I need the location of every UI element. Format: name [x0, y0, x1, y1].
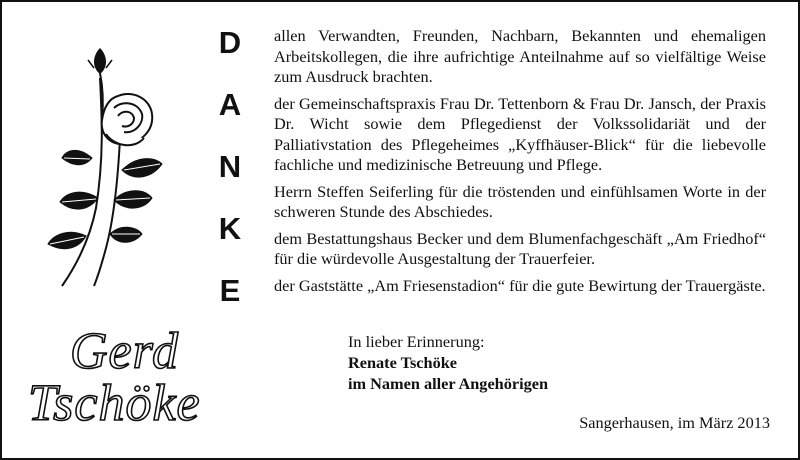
signoff-block: [348, 331, 548, 394]
danke-letter: K: [218, 211, 242, 246]
danke-letter: D: [218, 25, 242, 60]
thanks-paragraph-restaurant: der Gaststätte „Am Friesenstadion“ für die gute Bewirtung der Trauergäste.: [274, 275, 766, 295]
deceased-last-name: Tschöke: [28, 375, 201, 432]
place-and-date: Sangerhausen, im März 2013: [579, 413, 770, 432]
thanks-paragraph-relatives: allen Verwandten, Freunden, Nachbarn, Bekannten und ehemaligen Arbeitskollegen, die ihre aufrichtige Anteilnahme auf so vielfältige Weise zum Ausdruck brachten.: [274, 26, 766, 86]
rose-icon: [22, 38, 182, 288]
thanks-paragraph-speaker: Herrn Steffen Seiferling für die tröstenden und einfühlsamen Worte in der schweren Stunde des Abschiedes.: [274, 181, 766, 221]
deceased-first-name: Gerd: [70, 323, 179, 380]
thanks-paragraph-funeral-home: dem Bestattungshaus Becker und dem Blumenfachgeschäft „Am Friedhof“ für die würdevolle Ausgestaltung der Trauerfeier.: [274, 228, 766, 268]
danke-letter: A: [218, 87, 242, 122]
thanks-paragraph-medical: der Gemeinschaftspraxis Frau Dr. Tettenborn & Frau Dr. Jansch, der Praxis Dr. Wicht sowie dem Pflegedienst der Volkssolidariät und der Palliativstation des Pflegeheimes „Kyffhäuser-Blick“ für die liebevolle fachliche und medizinische Betreuung und Pflege.: [274, 93, 766, 174]
danke-letter: E: [219, 273, 241, 308]
danke-letter: N: [218, 149, 242, 184]
thanks-text: [274, 26, 766, 302]
signer-name: Renate Tschöke: [348, 353, 458, 372]
signer-on-behalf: im Namen aller Angehörigen: [348, 374, 549, 393]
danke-vertical-heading: [212, 26, 248, 336]
signoff-intro: In lieber Erinnerung:: [348, 332, 485, 351]
